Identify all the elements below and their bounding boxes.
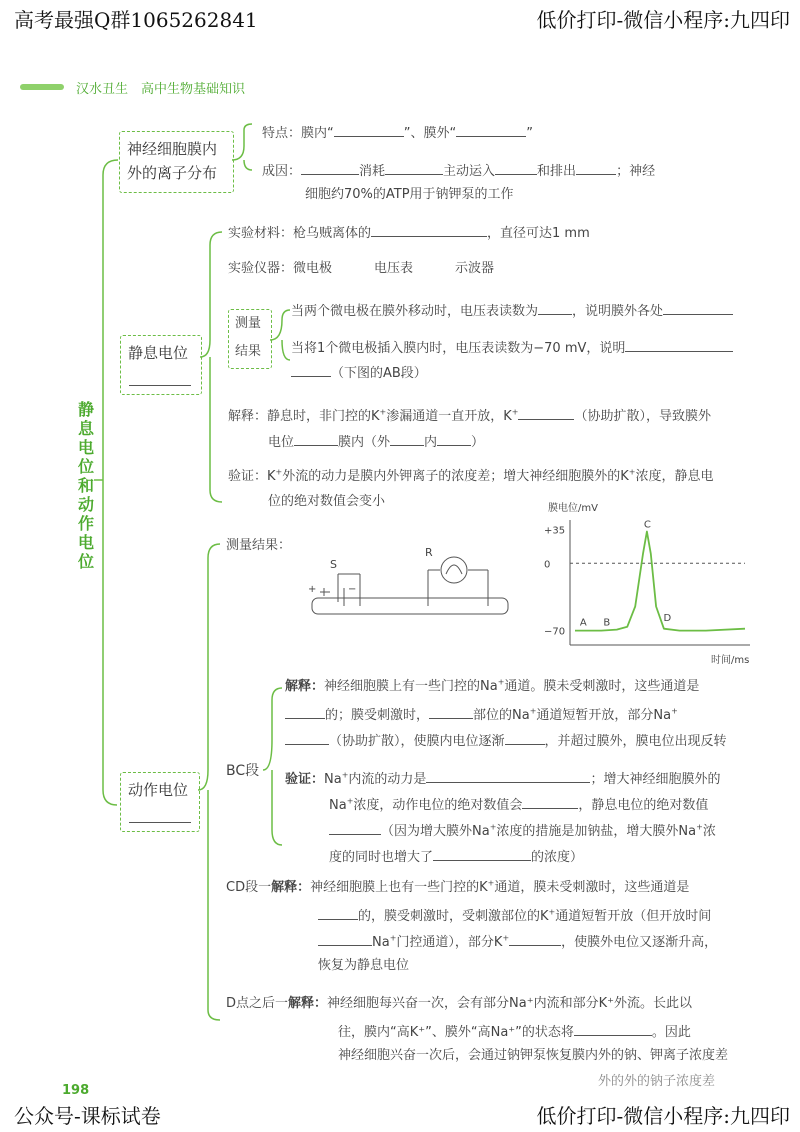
plus-label: + xyxy=(308,584,317,595)
measure-label-1: 测量 xyxy=(235,316,262,331)
circuit-diagram xyxy=(300,540,515,625)
footer-right: 低价打印-微信小程序:九四印 xyxy=(536,1104,790,1128)
meter-label: R xyxy=(425,546,433,559)
measure2-line: 当将1个微电极插入膜内时，电压表读数为−70 mV，说明 xyxy=(291,337,733,358)
section1-title-line1: 神经细胞膜内 xyxy=(127,140,218,158)
y-tick-label: 0 xyxy=(544,559,551,571)
cd-line-1: CD段一解释：神经细胞膜上也有一些门控的K+通道，膜未受刺激时，这些通道是 xyxy=(226,878,690,895)
bc-explain-3: （协助扩散），使膜内电位逐渐 ，并超过膜外，膜电位出现反转 xyxy=(285,730,727,751)
d-line-4: 外的外的钠子浓度差 xyxy=(598,1074,716,1089)
section1-title-line2: 外的离子分布 xyxy=(127,164,218,182)
measure1-line: 当两个微电极在膜外移动时，电压表读数为 ，说明膜外各处 xyxy=(291,300,733,321)
voltmeter-icon xyxy=(441,557,467,583)
point-label-b: B xyxy=(603,617,611,629)
verify-line: 验证：K+外流的动力是膜内外钾离子的浓度差；增大神经细胞膜外的K+浓度，静息电 xyxy=(228,467,714,484)
y-tick-label: −70 xyxy=(544,626,566,638)
x-axis-title: 时间/ms xyxy=(711,655,750,666)
action-potential-chart xyxy=(540,495,760,670)
action-potential-curve xyxy=(575,532,745,631)
section3-title-blank xyxy=(129,822,191,823)
bc-label: BC段 xyxy=(226,763,260,779)
bc-explain-2: 的；膜受刺激时， 部位的Na+通道短暂开放，部分Na+ xyxy=(285,704,678,725)
measure2-line2: （下图的AB段） xyxy=(291,362,427,383)
cause-line: 成因： 消耗 主动运入 和排出 ；神经 xyxy=(262,160,655,181)
measure-result-label: 测量结果： xyxy=(226,538,292,553)
minus-label: − xyxy=(348,584,357,595)
cd-line-2: 的，膜受刺激时，受刺激部位的K+通道短暂开放（但开放时间 xyxy=(318,905,711,926)
cd-line-4: 恢复为静息电位 xyxy=(318,958,410,973)
header-right: 低价打印-微信小程序:九四印 xyxy=(536,8,790,32)
verify-line2: 位的绝对数值会变小 xyxy=(268,494,386,509)
y-tick-label: +35 xyxy=(544,525,566,537)
instruments-line: 实验仪器：微电极 电压表 示波器 xyxy=(228,261,495,276)
point-label-a: A xyxy=(579,617,587,629)
section3-title: 动作电位 xyxy=(128,781,189,799)
y-axis-title: 膜电位/mV xyxy=(548,503,598,514)
book-author: 汉水丑生 xyxy=(76,82,129,97)
bc-explain-1: 解释：神经细胞膜上有一些门控的Na+通道。膜未受刺激时，这些通道是 xyxy=(285,677,700,694)
page-number: 198 xyxy=(62,1083,90,1098)
bc-verify-3: （因为增大膜外Na+浓度的措施是加钠盐，增大膜外Na+浓 xyxy=(329,820,716,841)
header-left: 高考最强Q群1065262841 xyxy=(14,8,258,32)
footer-left: 公众号-课标试卷 xyxy=(14,1104,161,1128)
explain-line: 解释：静息时，非门控的K+渗漏通道一直开放，K+ （协助扩散），导致膜外 xyxy=(228,405,711,426)
bc-verify-1: 验证：Na+内流的动力是 ；增大神经细胞膜外的 xyxy=(285,768,720,789)
cause-line2: 细胞约70%的ATP用于钠钾泵的工作 xyxy=(305,187,514,202)
section2-title: 静息电位 xyxy=(128,344,189,362)
explain-line2: 电位 膜内（外 内 ） xyxy=(268,431,484,452)
bc-verify-4: 度的同时也增大了 的浓度） xyxy=(329,846,583,867)
d-line-1: D点之后一解释：神经细胞每兴奋一次，会有部分Na⁺内流和部分K⁺外流。长此以 xyxy=(226,996,692,1011)
feature-line: 特点：膜内“ ”、膜外“ ” xyxy=(262,122,533,143)
d-line-3: 神经细胞兴奋一次后，会通过钠钾泵恢复膜内外的钠、钾离子浓度差 xyxy=(338,1048,729,1063)
point-label-d: D xyxy=(663,612,672,624)
section2-title-blank xyxy=(129,385,191,386)
book-title: 高中生物基础知识 xyxy=(141,82,246,97)
measure-label-2: 结果 xyxy=(235,344,262,359)
battery-label: S xyxy=(330,558,337,571)
point-label-c: C xyxy=(643,519,651,531)
d-line-2: 往，膜内“高K⁺”、膜外“高Na⁺”的状态将 。因此 xyxy=(338,1021,691,1042)
cd-line-3: Na+门控通道），部分K+ ，使膜外电位又逐渐升高， xyxy=(318,931,717,952)
material-line: 实验材料：枪乌贼离体的 ，直径可达1 mm xyxy=(228,222,590,243)
nerve-fiber xyxy=(312,598,508,614)
bc-verify-2: Na+浓度，动作电位的绝对数值会 ，静息电位的绝对数值 xyxy=(329,794,708,815)
root-title: 静息电位和动作电位 xyxy=(77,400,94,571)
